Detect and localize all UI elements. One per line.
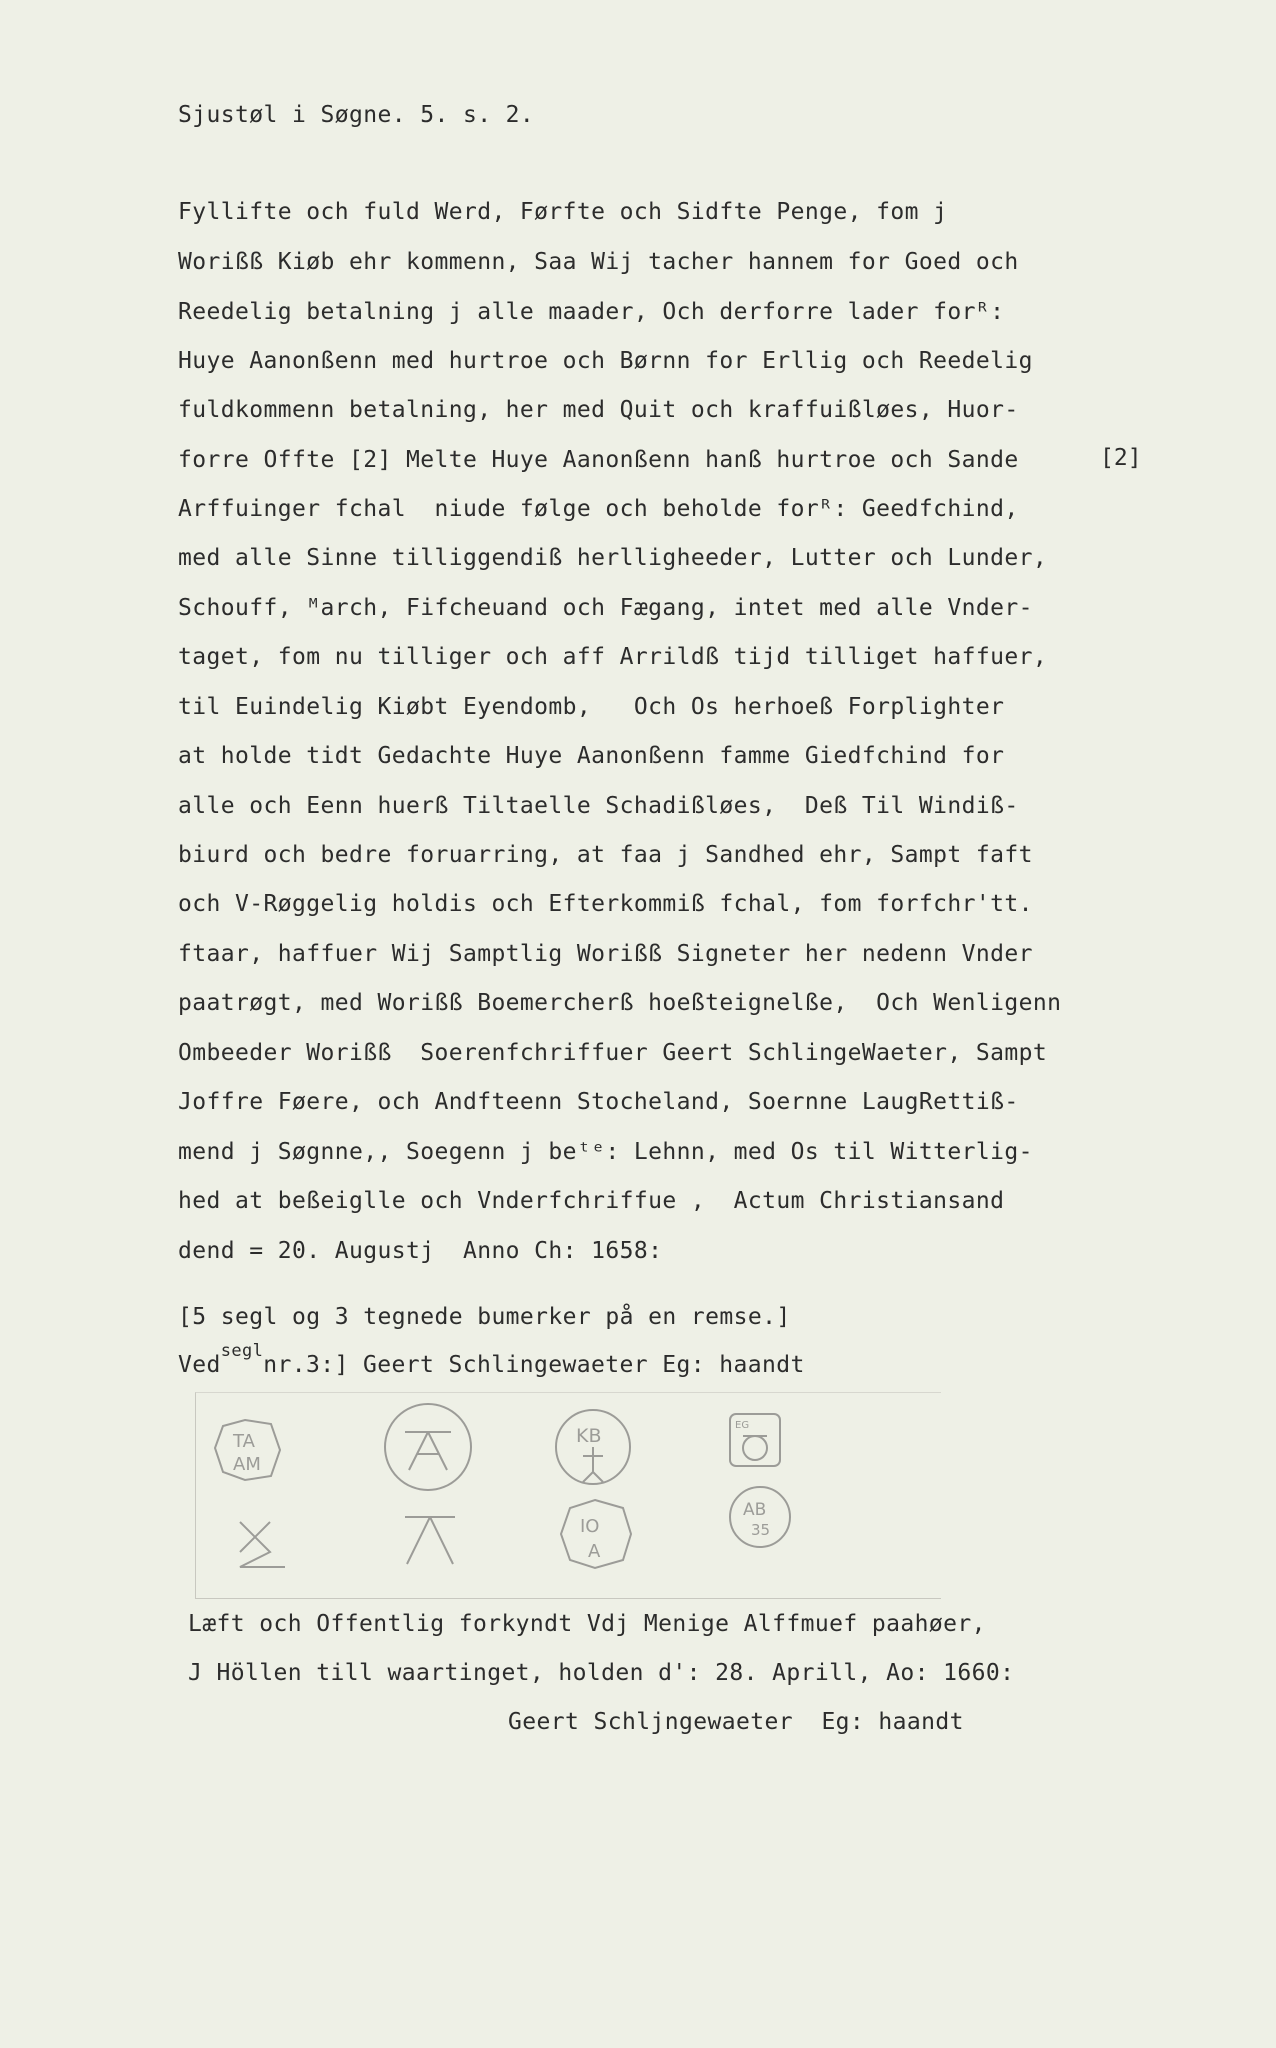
body-line: fuldkommenn betalning, her med Quit och kraffuißløes, Huor-	[178, 397, 1019, 423]
svg-text:35: 35	[751, 1521, 771, 1539]
editor-note: [5 segl og 3 tegnede bumerker på en remse.]	[178, 1304, 791, 1330]
body-line: och V-Røggelig holdis och Efterkommiß fchal, fom forfchr'tt.	[178, 891, 1033, 917]
housemark-2-icon	[405, 1517, 455, 1564]
body-line: Huye Aanonßenn med hurtroe och Børnn for Erllig och Reedelig	[178, 348, 1033, 374]
body-line: Worißß Kiøb ehr kommenn, Saa Wij tacher hannem for Goed och	[178, 249, 1019, 275]
body-line: alle och Eenn huerß Tiltaelle Schadißløes, Deß Til Windiß-	[178, 793, 1019, 819]
body-line: mend j Søgnne,, Soegenn j beᵗᵉ: Lehnn, med Os til Witterlig-	[178, 1139, 1033, 1165]
body-line: biurd och bedre foruarring, at faa j Sandhed ehr, Sampt faft	[178, 842, 1033, 868]
housemark-1-icon	[240, 1522, 285, 1567]
body-line: Arffuinger fchal niude følge och beholde forᴿ: Geedfchind,	[178, 496, 1019, 522]
body-line: Joffre Føere, och Andfteenn Stocheland, Soernne LaugRettiß-	[178, 1089, 1019, 1115]
body-line: forre Offte [2] Melte Huye Aanonßenn hanß hurtroe och Sande	[178, 447, 1019, 473]
seal-kb-icon	[556, 1410, 630, 1484]
body-line: Ombeeder Worißß Soerenfchriffuer Geert SchlingeWaeter, Sampt	[178, 1040, 1048, 1066]
body-line: taget, fom nu tilliger och aff Arrildß tijd tilliget haffuer,	[178, 644, 1048, 670]
seal-io-a-icon	[561, 1500, 631, 1568]
body-line: Schouff, ᴹarch, Fifcheuand och Fægang, intet med alle Vnder-	[178, 595, 1033, 621]
footer-signature: Geert Schljngewaeter Eg: haandt	[508, 1709, 964, 1735]
body-line: hed at beßeiglle och Vnderfchriffue , Actum Christiansand	[178, 1188, 1005, 1214]
svg-text:TA: TA	[233, 1431, 255, 1452]
body-line: Reedelig betalning j alle maader, Och derforre lader forᴿ:	[178, 299, 1005, 325]
body-line: at holde tidt Gedachte Huye Aanonßenn famme Giedfchind for	[178, 743, 1005, 769]
svg-text:KB: KB	[576, 1425, 602, 1447]
ved-prefix: Ved	[178, 1352, 221, 1378]
body-line: med alle Sinne tilliggendiß herlligheeder, Lutter och Lunder,	[178, 545, 1048, 571]
seal-strip	[195, 1392, 940, 1597]
body-line: paatrøgt, med Worißß Boemercherß hoeßteignelße, Och Wenligenn	[178, 990, 1062, 1016]
seal-circle-mark-icon	[385, 1404, 471, 1490]
margin-note: [2]	[1100, 445, 1142, 471]
svg-text:IO: IO	[580, 1516, 600, 1537]
document-header: Sjustøl i Søgne. 5. s. 2.	[178, 102, 535, 128]
svg-text:AB: AB	[743, 1500, 767, 1520]
svg-text:A: A	[588, 1541, 601, 1562]
ved-line	[178, 1341, 805, 1382]
body-line: ftaar, haffuer Wij Samptlig Worißß Signeter her nedenn Vnder	[178, 941, 1033, 967]
seal-ta-am-icon	[215, 1420, 280, 1480]
seal-eg-icon	[730, 1414, 780, 1466]
footer-line: J Höllen till waartinget, holden d': 28. Aprill, Ao: 1660:	[188, 1660, 1015, 1686]
seal-ab-35-icon	[730, 1487, 790, 1547]
body-line: Fyllifte och fuld Werd, Førfte och Sidfte Penge, fom j	[178, 199, 948, 225]
ved-rest: nr.3:] Geert Schlingewaeter Eg: haandt	[263, 1352, 805, 1378]
svg-text:EG: EG	[735, 1420, 750, 1431]
body-line: dend = 20. Augustj Anno Ch: 1658:	[178, 1238, 663, 1264]
ved-superscript: segl	[220, 1341, 264, 1361]
svg-text:AM: AM	[233, 1454, 261, 1475]
footer-line: Læft och Offentlig forkyndt Vdj Menige Alffmuef paahøer,	[188, 1611, 986, 1637]
body-line: til Euindelig Kiøbt Eyendomb, Och Os herhoeß Forplighter	[178, 694, 1005, 720]
